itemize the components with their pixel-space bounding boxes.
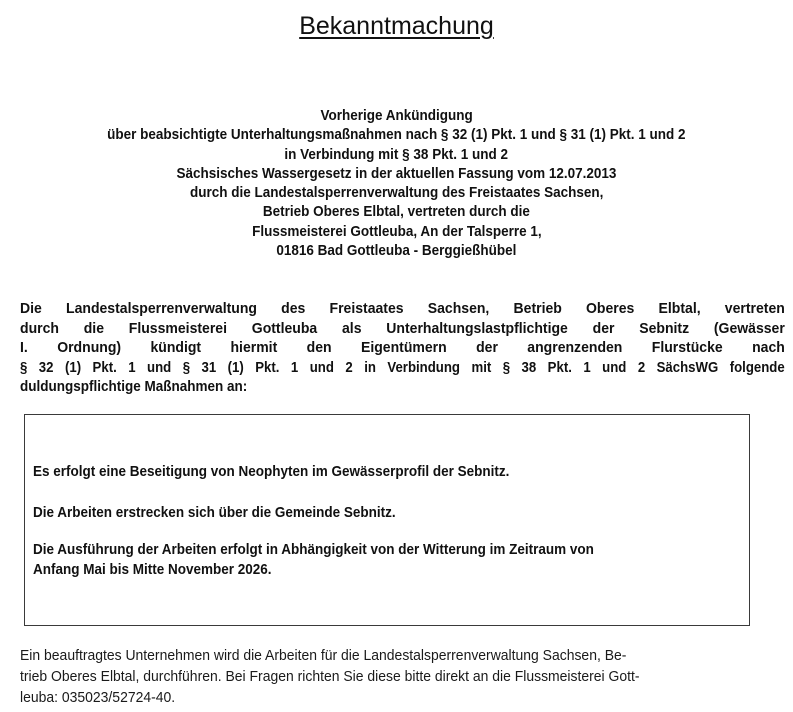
intro-line: Die Landestalsperrenverwaltung des Freistaates Sachsen, Betrieb Oberes Elbtal, vertreten — [20, 300, 785, 317]
intro-line: § 32 (1) Pkt. 1 und § 31 (1) Pkt. 1 und 2 in Verbindung mit § 38 Pkt. 1 und 2 SächsWG folgende — [20, 358, 785, 376]
intro-line: duldungspflichtige Maßnahmen an: — [20, 378, 248, 396]
footer-line: leuba: 035023/52724-40. — [20, 689, 176, 706]
heading-line: Vorherige Ankündigung — [320, 107, 473, 124]
heading-line: Sächsisches Wassergesetz in der aktuellen Fassung vom 12.07.2013 — [176, 164, 617, 182]
title-text: Bekanntmachung — [299, 12, 494, 40]
heading-line: in Verbindung mit § 38 Pkt. 1 und 2 — [284, 145, 509, 163]
measure-area: Die Arbeiten erstrecken sich über die Gemeinde Sebnitz. — [33, 504, 396, 521]
footer-paragraph — [20, 645, 790, 708]
measures-box — [24, 414, 750, 626]
intro-paragraph — [20, 299, 785, 397]
announcement-heading — [0, 106, 793, 260]
measure-period: Die Ausführung der Arbeiten erfolgt in Abhängigkeit von der Witterung im Zeitraum von Anfang Mai bis Mitte November 2026. — [33, 541, 594, 578]
intro-line: durch die Flussmeisterei Gottleuba als Unterhaltungslastpflichtige der Sebnitz (Gewässer — [20, 319, 785, 337]
heading-line: Flussmeisterei Gottleuba, An der Talsperre 1, — [251, 222, 542, 240]
measure-description: Es erfolgt eine Beseitigung von Neophyten im Gewässerprofil der Sebnitz. — [33, 463, 510, 480]
heading-line: über beabsichtigte Unterhaltungsmaßnahmen nach § 32 (1) Pkt. 1 und § 31 (1) Pkt. 1 und 2 — [107, 126, 686, 144]
heading-line: Betrieb Oberes Elbtal, vertreten durch die — [262, 203, 531, 221]
footer-line: trieb Oberes Elbtal, durchführen. Bei Fragen richten Sie diese bitte direkt an die Flussmeisterei Gott- — [20, 668, 640, 685]
heading-line: 01816 Bad Gottleuba - Berggießhübel — [276, 242, 517, 260]
intro-line: I. Ordnung) kündigt hiermit den Eigentümern der angrenzenden Flurstücke nach — [20, 339, 785, 357]
heading-line: durch die Landestalsperrenverwaltung des Freistaates Sachsen, — [189, 184, 604, 202]
document-title — [0, 10, 793, 42]
footer-line: Ein beauftragtes Unternehmen wird die Arbeiten für die Landestalsperrenverwaltung Sachsen, Be- — [20, 647, 627, 664]
